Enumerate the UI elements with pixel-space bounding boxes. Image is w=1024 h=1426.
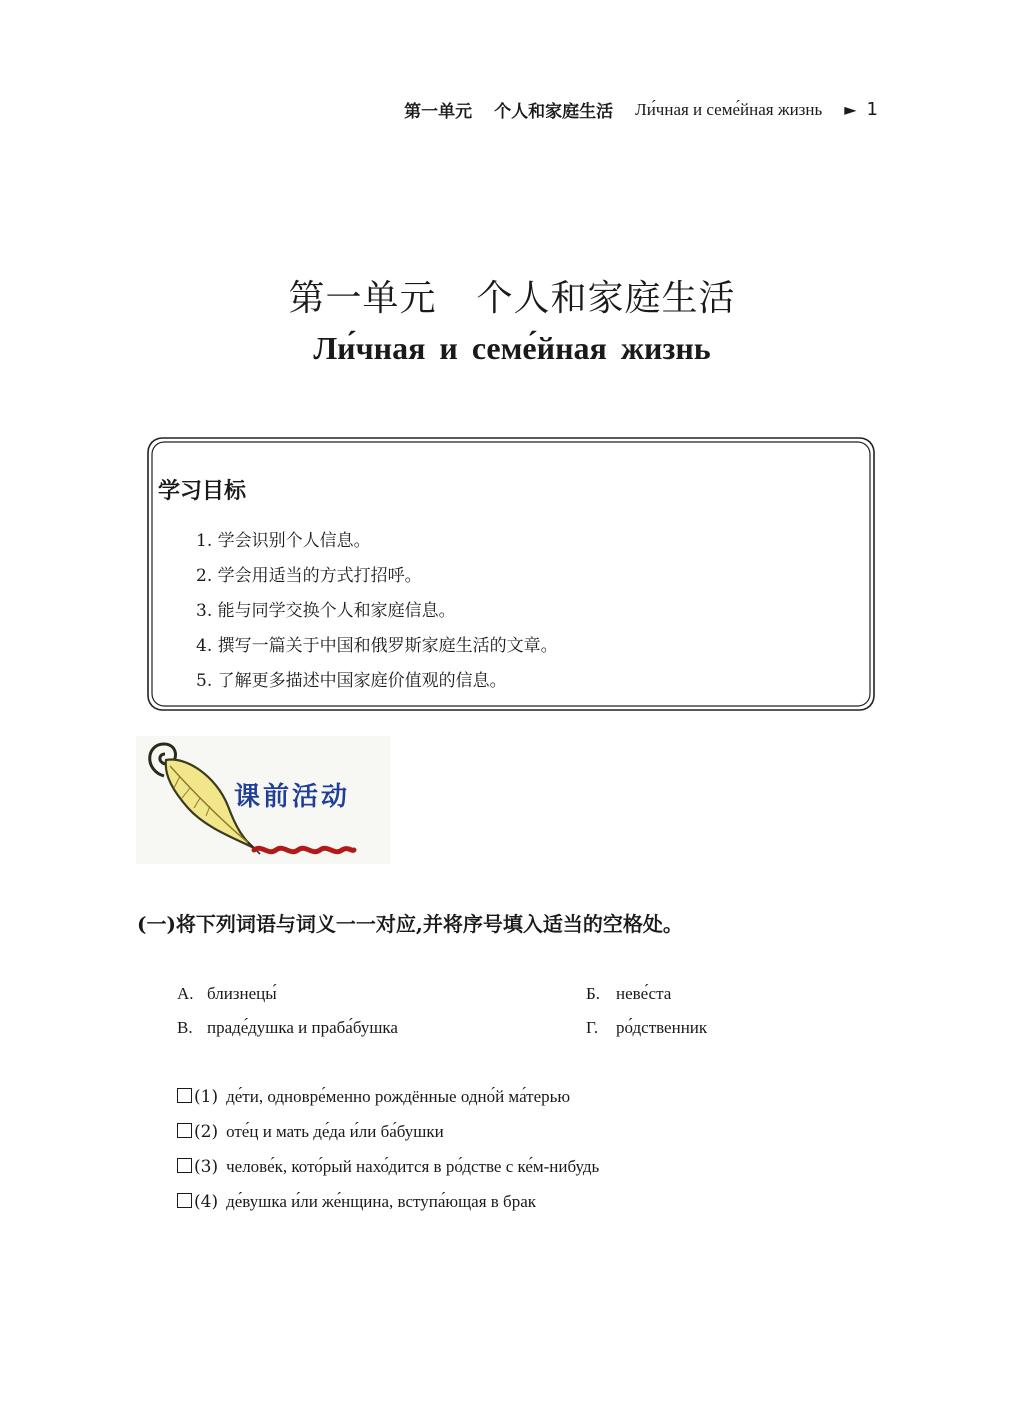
goal-item: 5. 了解更多描述中国家庭价值观的信息。 bbox=[196, 671, 507, 691]
definition-number: (1) bbox=[194, 1087, 219, 1107]
goal-item: 2. 学会用适当的方式打招呼。 bbox=[196, 566, 422, 586]
definition-item bbox=[177, 1192, 536, 1212]
term-text: ро́дственник bbox=[616, 1018, 708, 1037]
term-letter: А. bbox=[177, 984, 194, 1003]
triangle-right-icon: ► bbox=[844, 100, 857, 119]
definition-text: оте́ц и мать де́да и́ли ба́бушки bbox=[226, 1122, 444, 1141]
term-letter: В. bbox=[177, 1018, 193, 1037]
goal-item: 1. 学会识别个人信息。 bbox=[196, 531, 371, 551]
goals-heading: 学习目标 bbox=[158, 479, 247, 504]
definition-item bbox=[177, 1157, 599, 1177]
definition-item bbox=[177, 1087, 570, 1107]
term-text: близнецы́ bbox=[207, 984, 277, 1003]
exercise-title: (一)将下列词语与词义一一对应,并将序号填入适当的空格处。 bbox=[137, 912, 683, 936]
term-item bbox=[586, 1018, 707, 1038]
term-text: праде́душка и праба́бушка bbox=[207, 1018, 398, 1037]
unit-label: 第一单元 bbox=[288, 278, 437, 319]
term-item bbox=[177, 1018, 398, 1038]
preclass-label: 课前活动 bbox=[234, 782, 351, 812]
unit-subtitle-ru: Ли́чная и семе́йная жизнь bbox=[313, 330, 711, 366]
term-letter: Г. bbox=[586, 1018, 599, 1037]
unit-title bbox=[0, 270, 1024, 321]
goal-item: 3. 能与同学交换个人和家庭信息。 bbox=[196, 601, 456, 621]
definition-text: челове́к, кото́рый нахо́дится в ро́дстве с ке́м-нибудь bbox=[226, 1157, 600, 1176]
definition-number: (4) bbox=[194, 1192, 219, 1212]
header-unit: 第一单元 bbox=[404, 102, 473, 122]
header-title-ru: Ли́чная и семе́йная жизнь bbox=[635, 99, 823, 119]
answer-checkbox[interactable] bbox=[177, 1193, 192, 1208]
page-number: 1 bbox=[866, 99, 878, 120]
definition-number: (3) bbox=[194, 1157, 219, 1177]
definition-text: де́вушка и́ли же́нщина, вступа́ющая в брак bbox=[226, 1192, 537, 1211]
running-header bbox=[404, 97, 878, 122]
definition-text: де́ти, одновре́менно рождённые одно́й ма́терью bbox=[226, 1087, 571, 1106]
term-item bbox=[177, 984, 277, 1004]
answer-checkbox[interactable] bbox=[177, 1158, 192, 1173]
definition-number: (2) bbox=[194, 1122, 219, 1142]
term-item bbox=[586, 984, 671, 1004]
definition-item bbox=[177, 1122, 444, 1142]
header-title-cn: 个人和家庭生活 bbox=[494, 102, 614, 122]
term-letter: Б. bbox=[586, 984, 601, 1003]
term-text: неве́ста bbox=[616, 984, 672, 1003]
goal-item: 4. 撰写一篇关于中国和俄罗斯家庭生活的文章。 bbox=[196, 636, 558, 656]
goals-list bbox=[196, 530, 558, 705]
answer-checkbox[interactable] bbox=[177, 1123, 192, 1138]
answer-checkbox[interactable] bbox=[177, 1088, 192, 1103]
unit-title-cn: 个人和家庭生活 bbox=[476, 278, 736, 319]
learning-goals-box bbox=[144, 434, 878, 714]
